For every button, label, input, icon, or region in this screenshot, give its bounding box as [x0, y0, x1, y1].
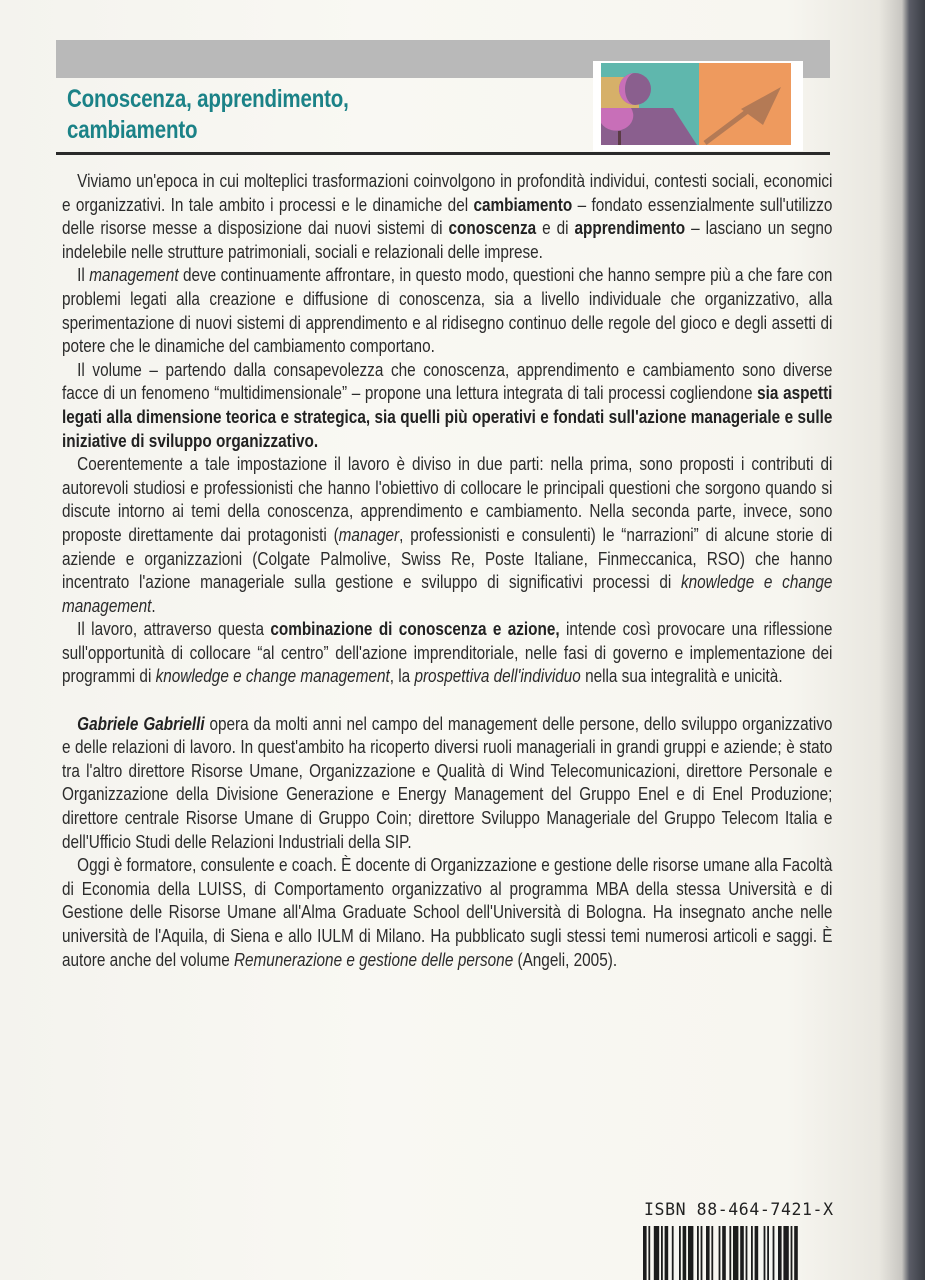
text-run: Il volume – partendo dalla consapevolezza che conoscenza, apprendimento e cambiamento sono diverse facce di un fenomeno “multidimensionale” – propone una lettura integrata di tali processi cogliendone	[62, 359, 833, 404]
barcode-icon	[643, 1226, 835, 1280]
italic-text: Remunerazione e gestione delle persone	[233, 949, 514, 970]
text-run: Coerentemente a tale impostazione il lavoro è diviso in due parti: nella prima, sono proposti i contributi di autorevoli studiosi e professionisti che hanno l'obiettivo di collocare le principali questioni che sorgono quando si discute intorno ai temi della conoscenza, apprendimento e cambiamento. Nella seconda parte, invece, sono proposte direttamente dai protagonisti (	[62, 454, 833, 545]
text-run: Il	[77, 265, 90, 286]
barcode-bar	[791, 1226, 793, 1280]
barcode-bar	[733, 1226, 738, 1280]
italic-text: manager	[338, 524, 400, 545]
text-run: e di	[536, 218, 575, 239]
author-bio	[62, 713, 832, 973]
barcode-bar	[697, 1226, 699, 1280]
abstract-arrow-illustration-icon	[601, 63, 791, 145]
italic-text: prospettiva dell'individuo	[414, 666, 581, 687]
bold-text: combinazione di conoscenza e azione,	[270, 619, 560, 640]
bio-paragraph	[62, 854, 832, 972]
barcode-bar	[711, 1226, 713, 1280]
text-run: (Angeli, 2005).	[513, 949, 618, 970]
text-run: deve continuamente affrontare, in questo modo, questioni che hanno sempre più a che fare con problemi legati alla creazione e diffusione di conoscenza, sia a livello individuale che organizzativo, alla sperimentazione di nuovi sistemi di apprendimento e al ridisegno continuo delle regole del gioco e degli assetti di potere che le dinamiche del cambiamento comportano.	[62, 265, 833, 357]
barcode-bar	[751, 1226, 753, 1280]
text-run: intende così provocare una riflessione sull'opportunità di collocare “al centro” dell'azione imprenditoriale, nelle fasi di governo e implementazione dei programmi di	[62, 619, 833, 687]
text-run: .	[151, 595, 156, 616]
barcode-bar	[665, 1226, 669, 1280]
bold-text: Gabriele Gabrielli	[77, 713, 205, 734]
italic-text: management	[89, 265, 179, 286]
barcode-bar	[643, 1226, 647, 1280]
text-run: nella sua integralità e unicità.	[580, 666, 783, 687]
text-run: opera da molti anni nel campo del management delle persone, dello sviluppo organizzativo e delle relazioni di lavoro. In quest'ambito ha ricoperto diversi ruoli manageriali in grandi gruppi e aziende; è stato tra l'altro direttore Risorse Umane, Organizzazione e Qualità di Wind Telecomunicazioni, direttore Personale e Organizzazione della Divisione Generazione e Energy Management del Gruppo Enel e di Enel Produzione; direttore centrale Risorse Umane di Gruppo Coin; direttore Sviluppo Manageriale del Gruppo Telecom Italia e dell'Ufficio Studi delle Relazioni Industriali della SIP.	[62, 713, 833, 852]
dark-mark	[618, 131, 621, 145]
barcode-bar	[794, 1226, 798, 1280]
text-run: , professionisti e consulenti) le “narrazioni” di alcune storie di aziende e organizzazioni (Colgate Palmolive, Swiss Re, Poste Italiane, Finmeccanica, RSO) che hanno incentrato l'azione manageriale sulla gestione e sviluppo di significativi processi di	[62, 524, 833, 593]
barcode-bar	[746, 1226, 748, 1280]
text-run: , la	[389, 666, 415, 687]
text-run: – fondato essenzialmente sull'utilizzo delle risorse messe a disposizione dai nuovi sistemi di	[62, 194, 833, 239]
barcode-bar	[764, 1226, 766, 1280]
description-paragraph	[62, 453, 832, 618]
description-paragraph	[62, 618, 832, 689]
book-title	[67, 84, 477, 146]
barcode-bar	[701, 1226, 703, 1280]
barcode-bar	[719, 1226, 721, 1280]
italic-text: knowledge e change management	[155, 666, 390, 687]
barcode-bar	[654, 1226, 659, 1280]
barcode-bar	[672, 1226, 674, 1280]
description-paragraph	[62, 359, 832, 453]
barcode-bar	[729, 1226, 731, 1280]
text-run: Il lavoro, attraverso questa	[77, 619, 271, 640]
orange-panel	[699, 63, 791, 145]
description-paragraph	[62, 264, 832, 358]
barcode-bar	[783, 1226, 788, 1280]
title-line-2: cambiamento	[67, 116, 198, 144]
text-run: – lasciano un segno indelebile nelle strutture patrimoniali, sociali e relazionali delle imprese.	[62, 218, 833, 262]
bio-paragraph	[62, 713, 832, 855]
isbn-label: ISBN 88-464-7421-X	[644, 1200, 834, 1219]
italic-text: knowledge e change management	[62, 572, 833, 616]
description-text	[62, 170, 832, 972]
barcode-bar	[688, 1226, 693, 1280]
text-run: Viviamo un'epoca in cui molteplici trasformazioni coinvolgono in profondità individui, contesti sociali, economici e organizzativi. In tale ambito i processi e le dinamiche del	[62, 171, 833, 215]
barcode-bar	[773, 1226, 775, 1280]
bold-text: cambiamento	[473, 194, 573, 215]
text-run: Oggi è formatore, consulente e coach. È docente di Organizzazione e gestione delle risorse umane alla Facoltà di Economia della LUISS, di Comportamento organizzativo al programma MBA della stessa Università e di Gestione delle Risorse Umane all'Alma Graduate School dell'Università di Bologna. Ha insegnato anche nelle università de l'Aquila, di Siena e allo IULM di Milano. Ha pubblicato sugli stessi temi numerosi articoli e saggi. È autore anche del volume	[62, 855, 833, 970]
description-paragraph	[62, 170, 832, 264]
barcode-bar	[679, 1226, 681, 1280]
description-paragraphs	[62, 170, 832, 689]
barcode-bar	[661, 1226, 663, 1280]
barcode-bar	[778, 1226, 782, 1280]
bold-text: sia aspetti legati alla dimensione teorica e strategica, sia quelli più operativi e fondati sull'azione manageriale e sulle iniziative di sviluppo organizzativo.	[62, 383, 833, 451]
barcode-bar	[740, 1226, 744, 1280]
barcode-bar	[722, 1226, 726, 1280]
title-divider	[56, 152, 830, 155]
barcode-bar	[767, 1226, 769, 1280]
title-line-1: Conoscenza, apprendimento,	[67, 85, 349, 113]
barcode-bar	[706, 1226, 710, 1280]
barcode-bar	[755, 1226, 759, 1280]
barcode-bar	[683, 1226, 687, 1280]
barcode-bar	[648, 1226, 650, 1280]
bold-text: apprendimento	[574, 218, 686, 239]
bold-text: conoscenza	[448, 218, 537, 239]
